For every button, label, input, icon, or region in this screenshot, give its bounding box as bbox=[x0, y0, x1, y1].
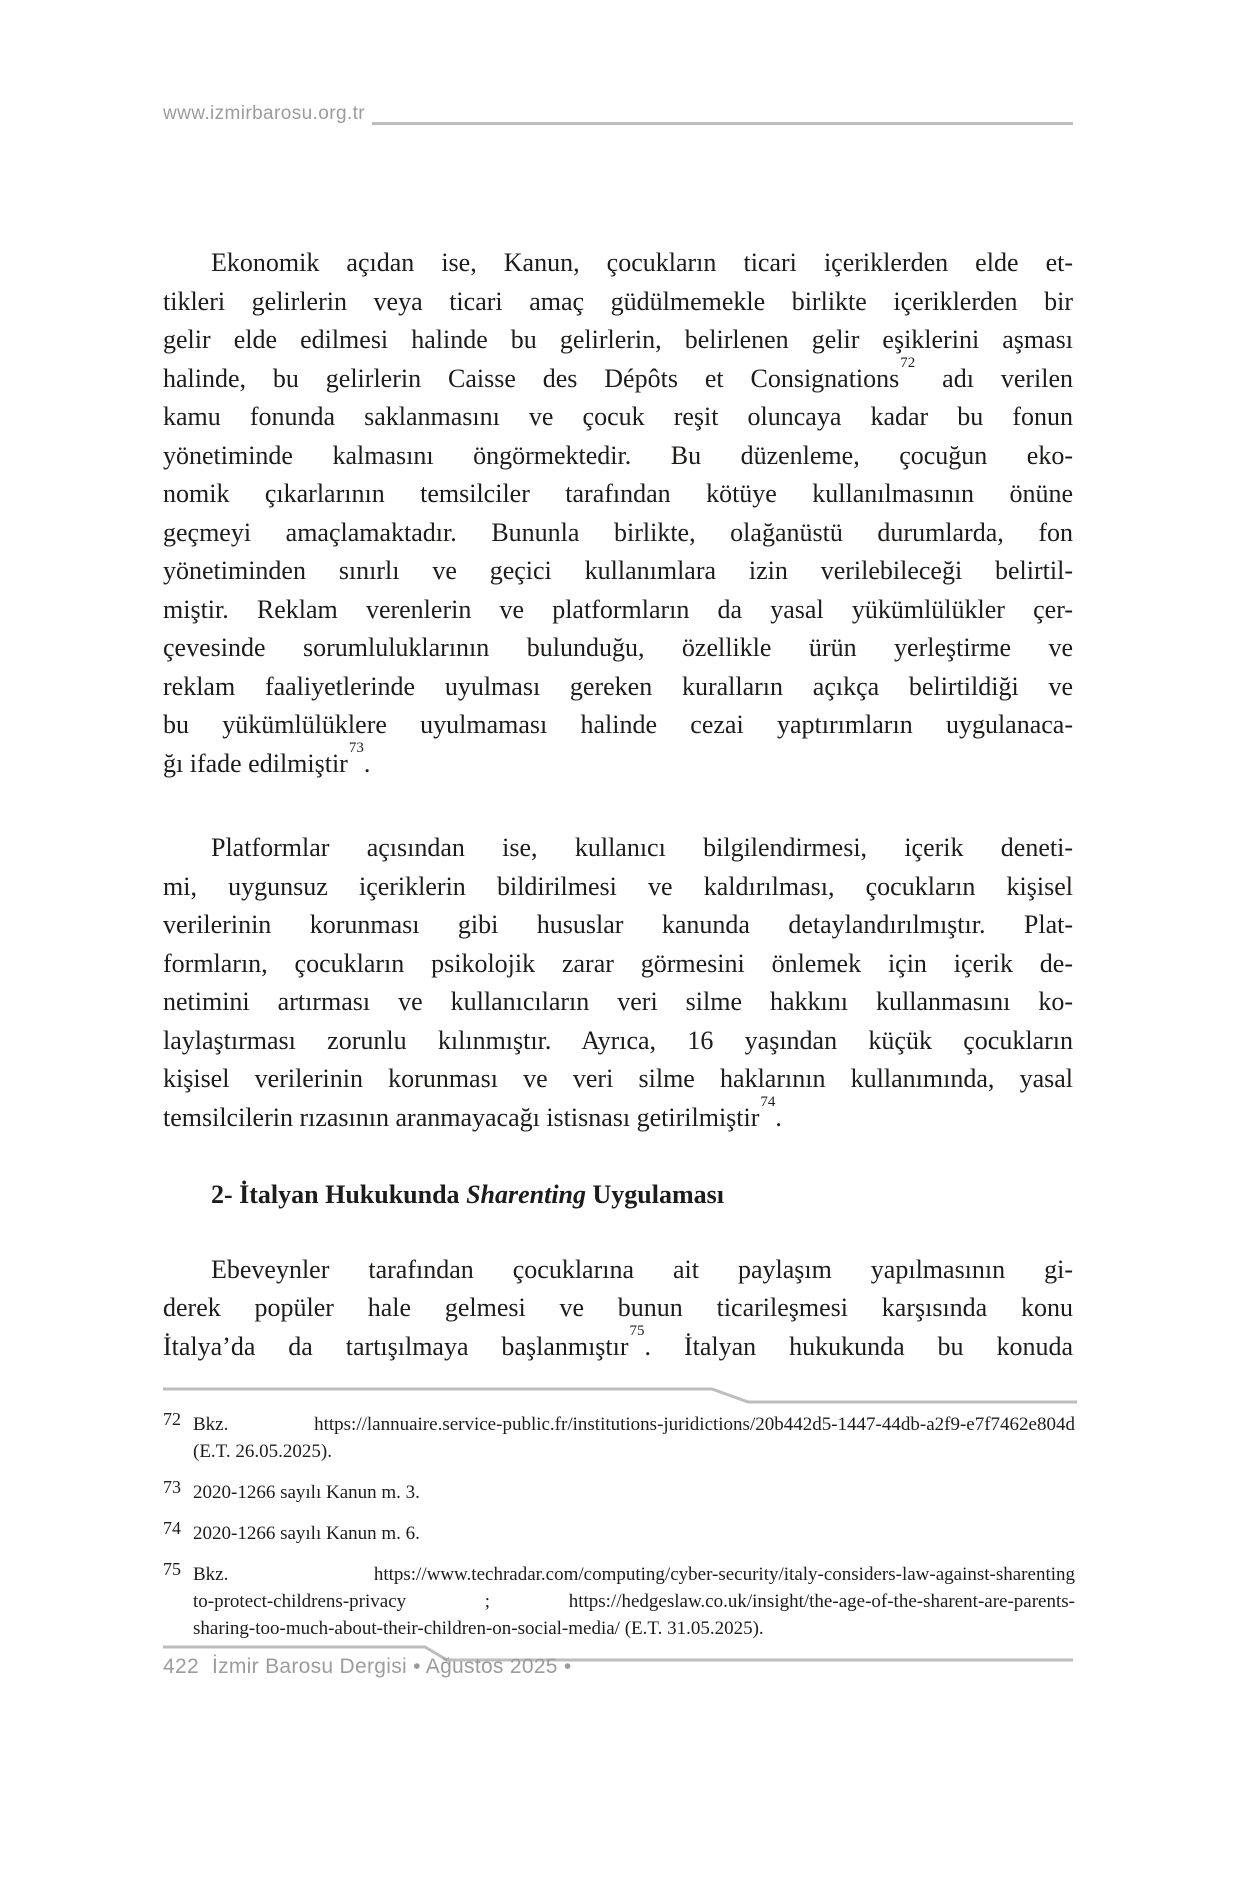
footnote-separator bbox=[163, 1389, 1077, 1402]
text-line: kişisel verilerinin korunması ve veri silme haklarının kullanımında, yasal bbox=[163, 1064, 1073, 1093]
text-line: netimini artırması ve kullanıcıların veri silme hakkını kullanmasını ko- bbox=[163, 987, 1073, 1016]
footnote-line: (E.T. 26.05.2025). bbox=[193, 1441, 332, 1462]
footnotes bbox=[163, 1411, 1075, 1642]
page-footer bbox=[163, 1655, 572, 1679]
footnote-72 bbox=[163, 1411, 1075, 1465]
page-number: 422 bbox=[163, 1655, 199, 1678]
footnote-number: 72 bbox=[163, 1409, 181, 1429]
text-line: İtalya’da da tartışılmaya başlanmıştır$^{75}$. İtalyan hukukunda bu konuda bbox=[163, 1322, 1073, 1361]
footnote-number: 75 bbox=[163, 1559, 181, 1579]
footnote-line: 2020-1266 sayılı Kanun m. 6. bbox=[193, 1523, 420, 1544]
text-line: reklam faaliyetlerinde uyulması gereken kuralların açıkça belirtildiği ve bbox=[163, 671, 1073, 701]
text-line: Ebeveynler tarafından çocuklarına ait paylaşım yapılmasının gi- bbox=[211, 1254, 1073, 1284]
text-line: formların, çocukların psikolojik zarar görmesini önlemek için içerik de- bbox=[163, 948, 1073, 978]
paragraph-4 bbox=[163, 1251, 1073, 1367]
text-line: laylaştırması zorunlu kılınmıştır. Ayrıca, 16 yaşından küçük çocukların bbox=[163, 1025, 1073, 1055]
text-line: tikleri gelirlerin veya ticari amaç güdülmemekle birlikte içeriklerden bir bbox=[163, 286, 1073, 316]
italic-term: Sharenting bbox=[466, 1180, 587, 1209]
article-body bbox=[163, 244, 1073, 1366]
text-line: temsilcilerin rızasının aranmayacağı istisnası getirilmiştir$^{74}$. bbox=[163, 1093, 782, 1132]
footnote-75 bbox=[163, 1561, 1075, 1642]
footnote-line: Bkz. https://www.techradar.com/computing/cyber-security/italy-considers-law-against-sharenting bbox=[193, 1564, 1075, 1585]
journal-name: İzmir Barosu Dergisi • Ağustos 2025 • bbox=[211, 1655, 572, 1678]
footnote-ref-74: 74 bbox=[760, 1093, 776, 1110]
text-line: derek popüler hale gelmesi ve bunun ticarileşmesi karşısında konu bbox=[163, 1293, 1073, 1322]
text-line: halinde, bu gelirlerin Caisse des Dépôts et Consignations$^{72}$ adı verilen bbox=[163, 354, 1074, 393]
paragraph-2 bbox=[163, 829, 1073, 1137]
text-line: miştir. Reklam verenlerin ve platformların da yasal yükümlülükler çer- bbox=[163, 594, 1073, 624]
text-line: Ekonomik açıdan ise, Kanun, çocukların ticari içeriklerden elde et- bbox=[211, 248, 1073, 277]
footnote-74 bbox=[163, 1520, 1075, 1547]
site-url-text: www.izmirbarosu.org.tr bbox=[163, 103, 366, 124]
footnote-line: 2020-1266 sayılı Kanun m. 3. bbox=[193, 1482, 420, 1503]
paragraph-1 bbox=[163, 244, 1073, 783]
footnote-number: 73 bbox=[163, 1477, 181, 1497]
section-heading: 2- İtalyan Hukukunda Sharenting Uygulaması bbox=[211, 1180, 724, 1209]
footnote-line: Bkz. https://lannuaire.service-public.fr/institutions-juridictions/20b442d5-1447-44db-a2f9-e7f7462e804d bbox=[193, 1414, 1075, 1435]
footnote-number: 74 bbox=[163, 1518, 181, 1538]
text-line: gelir elde edilmesi halinde bu gelirlerin, belirlenen gelir eşiklerini aşması bbox=[163, 325, 1073, 354]
footnote-line: to-protect-childrens-privacy ; https://hedgeslaw.co.uk/insight/the-age-of-the-sharent-are-parents- bbox=[193, 1591, 1075, 1612]
text-line: verilerinin korunması gibi hususlar kanunda detaylandırılmıştır. Plat- bbox=[163, 910, 1073, 939]
text-line: çevesinde sorumluluklarının bulunduğu, özellikle ürün yerleştirme ve bbox=[163, 633, 1073, 662]
text-line: mi, uygunsuz içeriklerin bildirilmesi ve kaldırılması, çocukların kişisel bbox=[163, 871, 1073, 901]
text-line: yönetiminde kalmasını öngörmektedir. Bu düzenleme, çocuğun eko- bbox=[163, 440, 1073, 470]
footnote-73 bbox=[163, 1479, 1075, 1506]
text-line: ğı ifade edilmiştir$^{73}$. bbox=[163, 739, 371, 778]
text-line: bu yükümlülüklere uyulmaması halinde cezai yaptırımların uygulanaca- bbox=[163, 710, 1073, 739]
footnote-line: sharing-too-much-about-their-children-on-social-media/ (E.T. 31.05.2025). bbox=[193, 1618, 764, 1639]
text-line: yönetiminden sınırlı ve geçici kullanımlara izin verilebileceği belirtil- bbox=[163, 556, 1073, 585]
footnote-ref-73: 73 bbox=[348, 739, 364, 756]
text-line: geçmeyi amaçlamaktadır. Bununla birlikte, olağanüstü durumlarda, fon bbox=[163, 517, 1073, 547]
text-line: nomik çıkarlarının temsilciler tarafından kötüye kullanılmasının önüne bbox=[163, 479, 1073, 508]
text-line: kamu fonunda saklanmasını ve çocuk reşit oluncaya kadar bu fonun bbox=[163, 402, 1073, 431]
footnote-ref-72: 72 bbox=[900, 354, 916, 371]
footnote-ref-75: 75 bbox=[629, 1322, 645, 1339]
text-line: Platformlar açısından ise, kullanıcı bilgilendirmesi, içerik deneti- bbox=[211, 833, 1073, 862]
